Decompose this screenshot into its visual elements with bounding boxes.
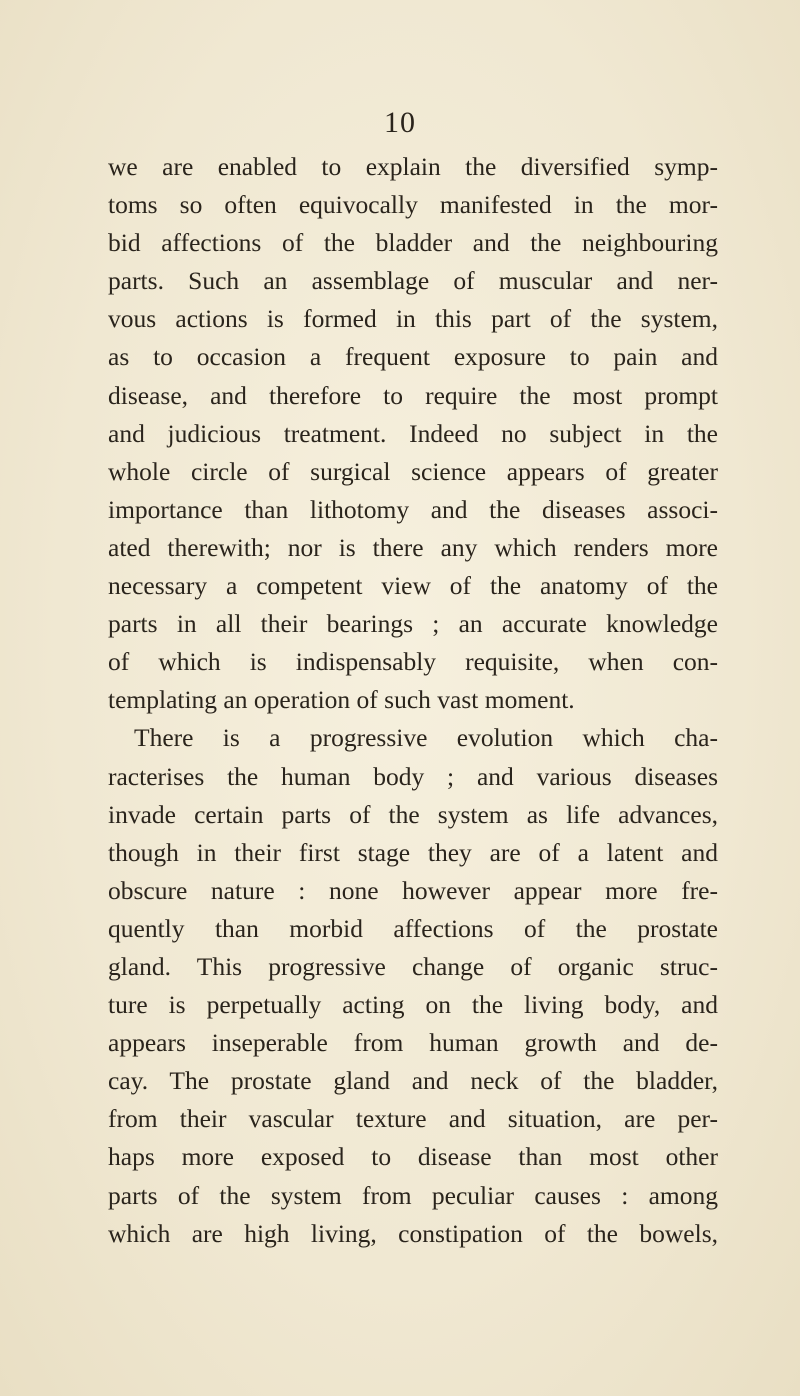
text-line: racterises the human body ; and various diseases bbox=[108, 761, 718, 791]
text-line: cay. The prostate gland and neck of the bladder, bbox=[108, 1066, 718, 1096]
text-line: whole circle of surgical science appears of greater bbox=[108, 456, 718, 486]
text-line: templating an operation of such vast moment. bbox=[108, 685, 575, 715]
text-line: which are high living, constipation of the bowels, bbox=[108, 1218, 718, 1248]
text-line: from their vascular texture and situation, are per- bbox=[108, 1104, 718, 1134]
text-line: appears inseperable from human growth and de- bbox=[108, 1028, 718, 1058]
text-line: bid affections of the bladder and the neighbouring bbox=[108, 228, 718, 258]
text-line: obscure nature : none however appear more fre- bbox=[108, 875, 718, 905]
text-line: ated therewith; nor is there any which renders more bbox=[108, 532, 718, 562]
text-line: necessary a competent view of the anatomy of the bbox=[108, 571, 718, 601]
text-line: we are enabled to explain the diversified symp- bbox=[108, 152, 718, 181]
text-line: vous actions is formed in this part of the system, bbox=[108, 304, 718, 334]
text-line: ture is perpetually acting on the living body, and bbox=[108, 990, 718, 1020]
text-line: parts in all their bearings ; an accurate knowledge bbox=[108, 609, 718, 639]
text-line: invade certain parts of the system as life advances, bbox=[108, 799, 718, 829]
text-line: quently than morbid affections of the prostate bbox=[108, 913, 718, 943]
text-line: and judicious treatment. Indeed no subject in the bbox=[108, 418, 718, 448]
text-line: toms so often equivocally manifested in the mor- bbox=[108, 190, 718, 220]
body-text bbox=[108, 148, 718, 1253]
text-line: gland. This progressive change of organic struc- bbox=[108, 951, 718, 981]
text-line: parts of the system from peculiar causes : among bbox=[108, 1180, 718, 1210]
text-line: There is a progressive evolution which cha- bbox=[134, 723, 718, 753]
text-line: importance than lithotomy and the diseases associ- bbox=[108, 494, 718, 524]
text-line: of which is indispensably requisite, when con- bbox=[108, 647, 718, 677]
text-line: haps more exposed to disease than most other bbox=[108, 1142, 718, 1172]
page-number: 10 bbox=[384, 106, 416, 139]
text-line: disease, and therefore to require the most prompt bbox=[108, 380, 718, 410]
text-line: parts. Such an assemblage of muscular and ner- bbox=[108, 266, 718, 296]
text-line: as to occasion a frequent exposure to pain and bbox=[108, 342, 718, 372]
text-line: though in their first stage they are of a latent and bbox=[108, 837, 718, 867]
